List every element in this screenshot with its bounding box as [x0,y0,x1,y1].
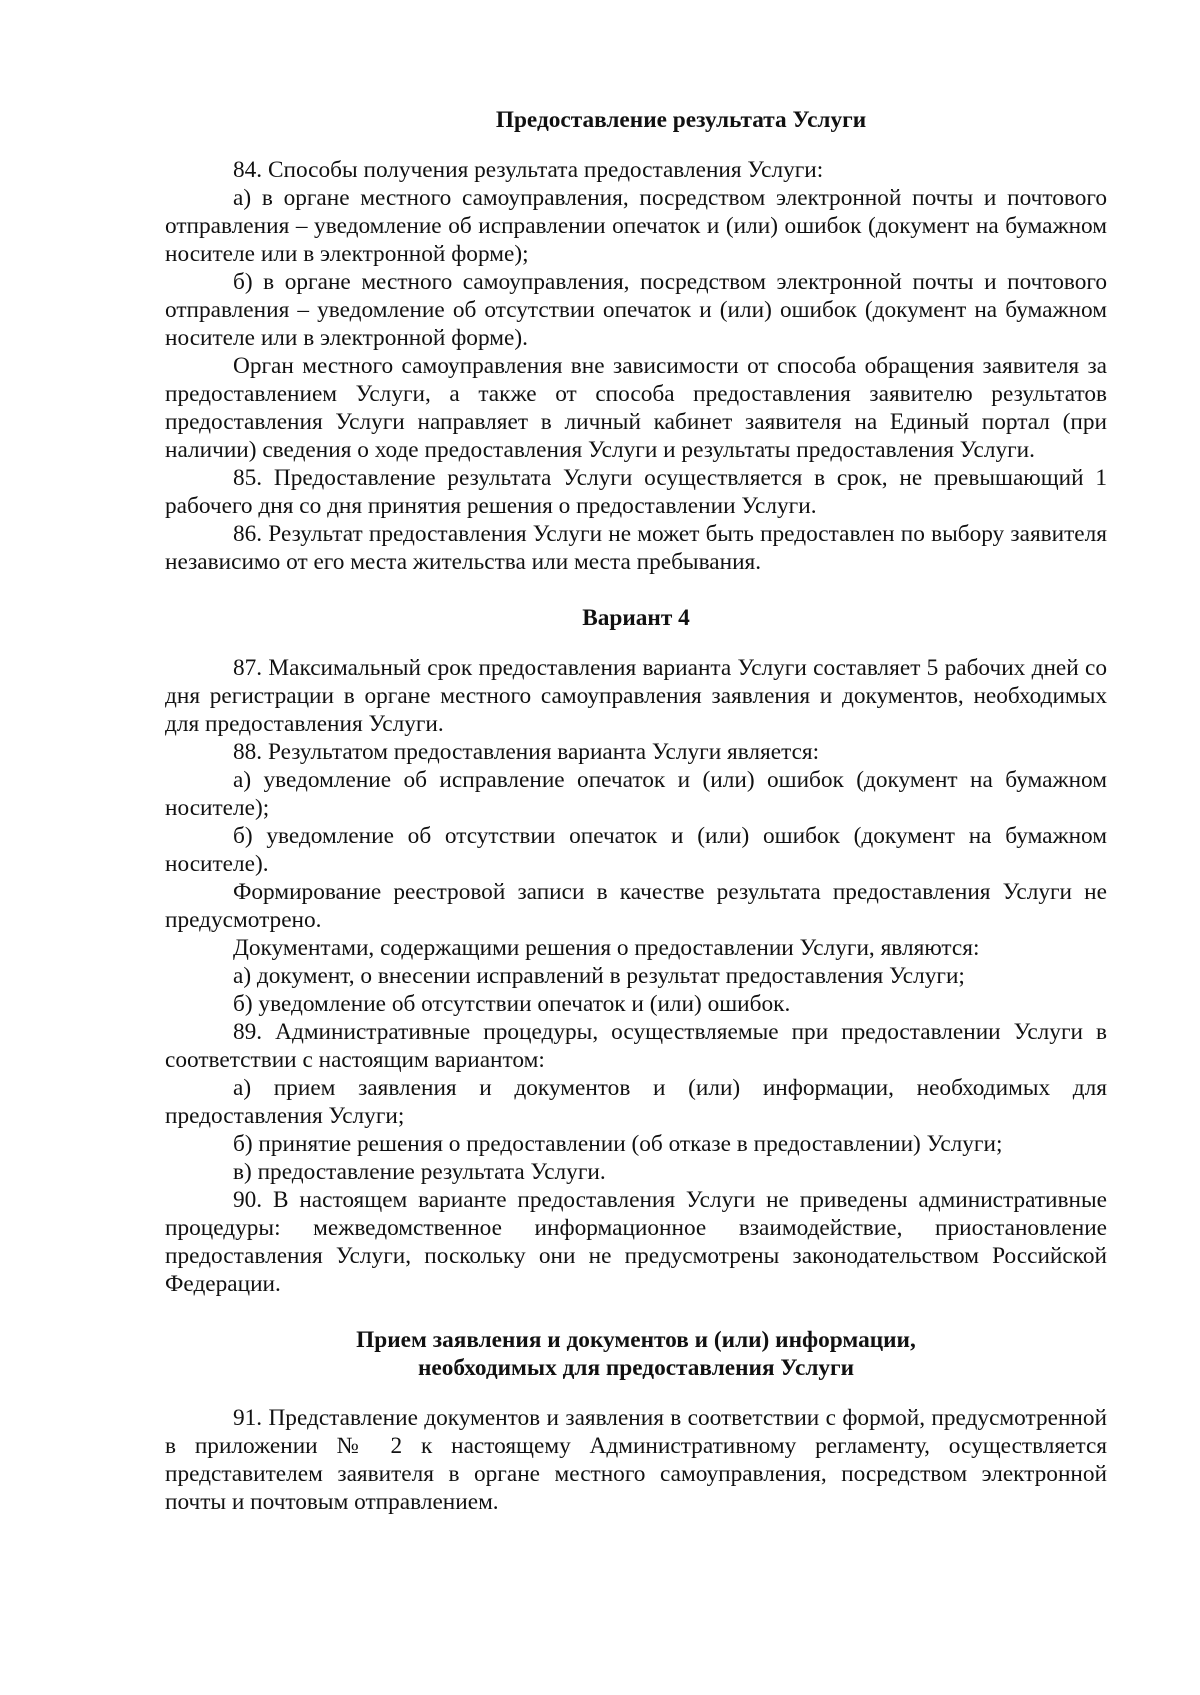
paragraph-88-registry: Формирование реестровой записи в качестве результата предоставления Услуги не предусмотрено. [165,879,1107,933]
paragraph-87: 87. Максимальный срок предоставления варианта Услуги составляет 5 рабочих дней со дня регистрации в органе местного самоуправления заявления и документов, необходимых для предоставления Услуги. [165,655,1107,737]
paragraph-88-documents-b: б) уведомление об отсутствии опечаток и (или) ошибок. [233,991,791,1017]
paragraph-84-note: Орган местного самоуправления вне зависимости от способа обращения заявителя за предоставлением Услуги, а также от способа предоставления заявителю результатов предоставления Услуги направляет в личный кабинет заявителя на Единый портал (при наличии) сведения о ходе предоставления Услуги и результаты предоставления Услуги. [165,353,1107,463]
paragraph-88-a: а) уведомление об исправление опечаток и (или) ошибок (документ на бумажном носителе); [165,767,1107,821]
paragraph-84: 84. Способы получения результата предоставления Услуги: [233,157,824,183]
paragraph-90: 90. В настоящем варианте предоставления Услуги не приведены административные процедуры: межведомственное информационное взаимодействие, приостановление предоставления Услуги, поскольку они не предусмотрены законодательством Российской Федерации. [165,1187,1107,1297]
paragraph-91: 91. Представление документов и заявления в соответствии с формой, предусмотренной в приложении № 2 к настоящему Административному регламенту, осуществляется представителем заявителя в органе местного самоуправления, посредством электронной почты и почтовым отправлением. [165,1405,1107,1515]
paragraph-88: 88. Результатом предоставления варианта Услуги является: [233,739,820,765]
section-heading-variant-4: Вариант 4 [582,605,690,631]
section-heading-result: Предоставление результата Услуги [495,107,867,133]
paragraph-89-c: в) предоставление результата Услуги. [233,1159,606,1185]
paragraph-89-a: а) прием заявления и документов и (или) информации, необходимых для предоставления Услуги; [165,1075,1107,1129]
section-heading-intake-line2: необходимых для предоставления Услуги [417,1355,855,1381]
paragraph-89-b: б) принятие решения о предоставлении (об отказе в предоставлении) Услуги; [233,1131,1003,1157]
document-body [165,106,1107,1516]
paragraph-84-a: а) в органе местного самоуправления, посредством электронной почты и почтового отправления – уведомление об исправлении опечаток и (или) ошибок (документ на бумажном носителе или в электронной форме); [165,185,1107,267]
paragraph-88-documents-a: а) документ, о внесении исправлений в результат предоставления Услуги; [233,963,965,989]
paragraph-85: 85. Предоставление результата Услуги осуществляется в срок, не превышающий 1 рабочего дня со дня принятия решения о предоставлении Услуги. [165,465,1107,519]
paragraph-88-documents: Документами, содержащими решения о предоставлении Услуги, являются: [233,935,980,961]
paragraph-86: 86. Результат предоставления Услуги не может быть предоставлен по выбору заявителя независимо от его места жительства или места пребывания. [165,521,1107,575]
paragraph-89: 89. Административные процедуры, осуществляемые при предоставлении Услуги в соответствии с настоящим вариантом: [165,1019,1107,1073]
paragraph-88-b: б) уведомление об отсутствии опечаток и (или) ошибок (документ на бумажном носителе). [165,823,1107,877]
section-heading-intake-line1: Прием заявления и документов и (или) информации, [356,1327,916,1353]
paragraph-84-b: б) в органе местного самоуправления, посредством электронной почты и почтового отправления – уведомление об отсутствии опечаток и (или) ошибок (документ на бумажном носителе или в электронной форме). [165,269,1107,351]
